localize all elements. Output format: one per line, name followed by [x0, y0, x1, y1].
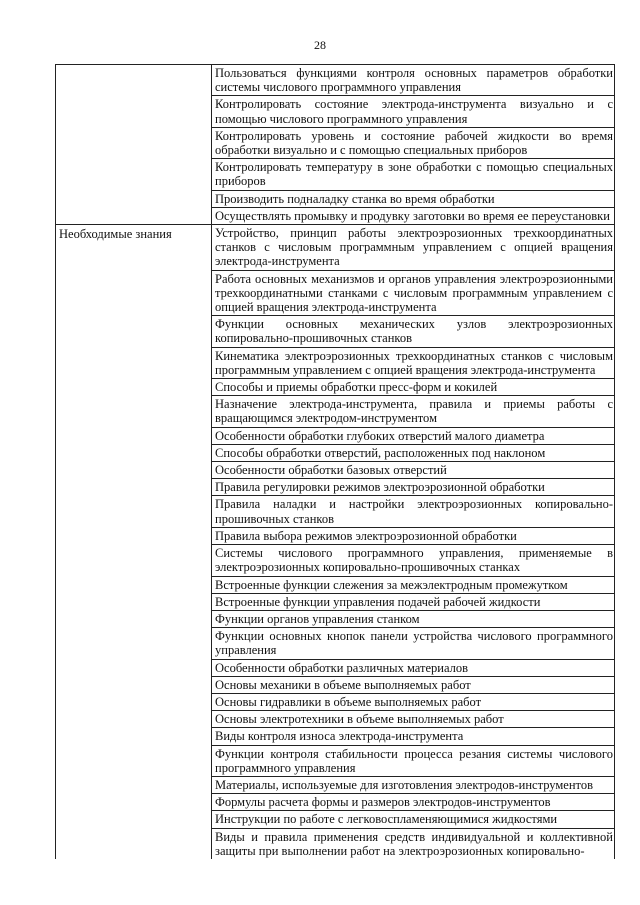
requirement-item: Инструкции по работе с легковоспламеняющимися жидкостями [212, 811, 615, 828]
page-number: 28 [314, 38, 326, 52]
requirement-item: Функции контроля стабильности процесса резания системы числового программного управления [212, 745, 615, 776]
requirement-item: Основы электротехники в объеме выполняемых работ [212, 711, 615, 728]
requirement-item: Виды и правила применения средств индивидуальной и коллективной защиты при выполнении работ на электроэрозионных копировально- [212, 828, 615, 859]
requirement-item: Правила выбора режимов электроэрозионной обработки [212, 527, 615, 544]
requirement-item: Способы обработки отверстий, расположенных под наклоном [212, 444, 615, 461]
requirement-item: Функции органов управления станком [212, 610, 615, 627]
requirement-item: Контролировать уровень и состояние рабочей жидкости во время обработки визуально и с помощью специальных приборов [212, 127, 615, 158]
requirement-item: Основы гидравлики в объеме выполняемых работ [212, 693, 615, 710]
requirement-item: Работа основных механизмов и органов управления электроэрозионными трехкоординатными станками с числовым программным управлением с опцией вращения электрода-инструмента [212, 270, 615, 316]
requirement-item: Способы и приемы обработки пресс-форм и кокилей [212, 379, 615, 396]
requirement-item: Осуществлять промывку и продувку заготовки во время ее переустановки [212, 207, 615, 224]
requirements-table [55, 64, 615, 859]
requirement-item: Назначение электрода-инструмента, правила и приемы работы с вращающимся электродом-инструментом [212, 396, 615, 427]
requirements-table-body [56, 65, 615, 859]
requirement-item: Материалы, используемые для изготовления электродов-инструментов [212, 776, 615, 793]
requirement-item: Кинематика электроэрозионных трехкоординатных станков с числовым программным управлением с опцией вращения электрода-инструмента [212, 347, 615, 378]
requirement-item: Функции основных кнопок панели устройства числового программного управления [212, 628, 615, 659]
requirement-item: Особенности обработки базовых отверстий [212, 462, 615, 479]
requirement-item: Виды контроля износа электрода-инструмента [212, 728, 615, 745]
requirement-item: Контролировать температуру в зоне обработки с помощью специальных приборов [212, 159, 615, 190]
requirement-item: Особенности обработки глубоких отверстий малого диаметра [212, 427, 615, 444]
requirement-item: Особенности обработки различных материалов [212, 659, 615, 676]
requirement-item: Основы механики в объеме выполняемых работ [212, 676, 615, 693]
section-label-cell: Необходимые знания [56, 225, 212, 859]
requirement-item: Системы числового программного управления, применяемые в электроэрозионных копировально-прошивочных станках [212, 545, 615, 576]
table-row [56, 225, 615, 271]
requirement-item: Устройство, принцип работы электроэрозионных трехкоординатных станков с числовым программным управлением с опцией вращения электрода-инструмента [212, 225, 615, 271]
requirement-item: Правила наладки и настройки электроэрозионных копировально-прошивочных станков [212, 496, 615, 527]
requirement-item: Формулы расчета формы и размеров электродов-инструментов [212, 794, 615, 811]
requirement-item: Встроенные функции управления подачей рабочей жидкости [212, 593, 615, 610]
table-row [56, 65, 615, 96]
requirement-item: Контролировать состояние электрода-инструмента визуально и с помощью числового программного управления [212, 96, 615, 127]
section-label-cell [56, 65, 212, 225]
requirement-item: Встроенные функции слежения за межэлектродным промежутком [212, 576, 615, 593]
requirement-item: Функции основных механических узлов электроэрозионных копировально-прошивочных станков [212, 316, 615, 347]
requirement-item: Пользоваться функциями контроля основных параметров обработки системы числового программного управления [212, 65, 615, 96]
requirement-item: Правила регулировки режимов электроэрозионной обработки [212, 479, 615, 496]
requirement-item: Производить подналадку станка во время обработки [212, 190, 615, 207]
